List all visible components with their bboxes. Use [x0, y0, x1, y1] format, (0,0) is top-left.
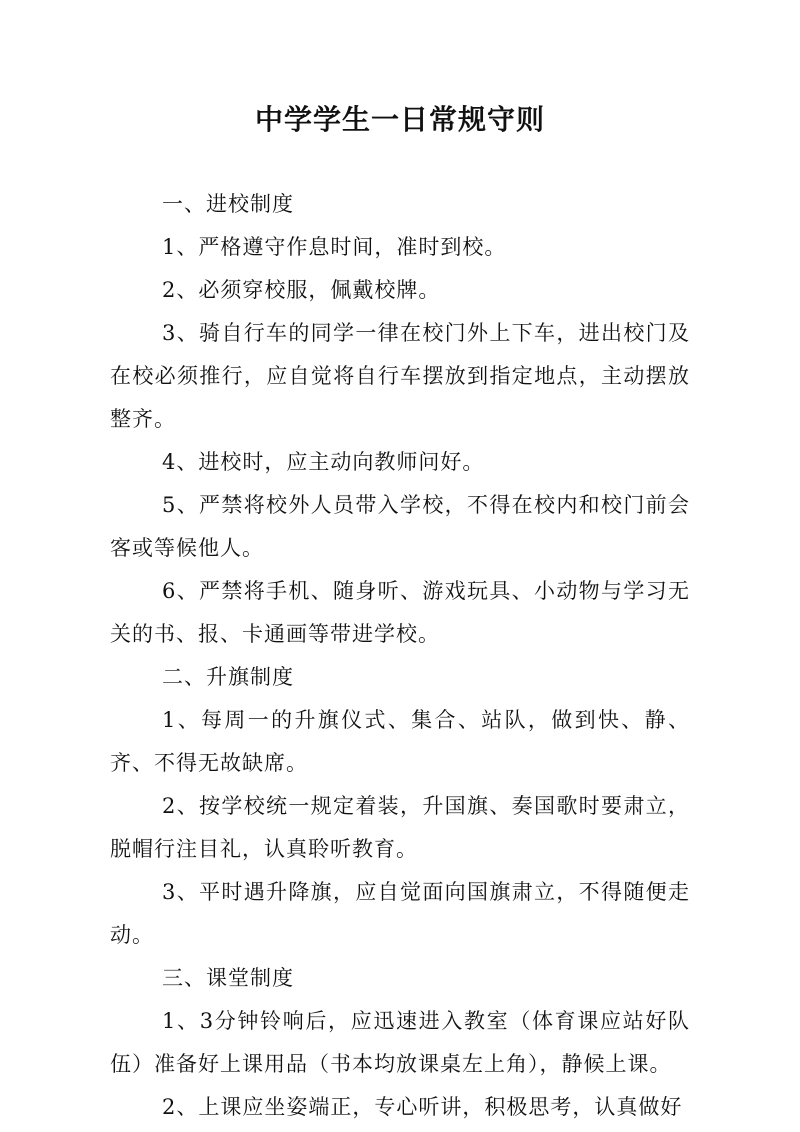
document-body	[110, 183, 690, 1129]
paragraph: 6、严禁将手机、随身听、游戏玩具、小动物与学习无关的书、报、卡通画等带进学校。	[110, 579, 690, 646]
paragraph: 3、骑自行车的同学一律在校门外上下车，进出校门及在校必须推行，应自觉将自行车摆放到指定地点，主动摆放整齐。	[110, 321, 690, 431]
paragraph: 1、3分钟铃响后，应迅速进入教室（体育课应站好队伍）准备好上课用品（书本均放课桌左上角），静候上课。	[110, 1009, 690, 1076]
paragraph: 2、上课应坐姿端正，专心听讲，积极思考，认真做好	[162, 1095, 683, 1119]
document-title: 中学学生一日常规守则	[254, 103, 545, 136]
paragraph: 1、每周一的升旗仪式、集合、站队，做到快、静、齐、不得无故缺席。	[110, 708, 690, 775]
paragraph: 2、必须穿校服，佩戴校牌。	[162, 278, 441, 302]
paragraph: 1、严格遵守作息时间，准时到校。	[162, 235, 507, 259]
section-heading-classroom: 三、课堂制度	[162, 966, 294, 990]
paragraph: 2、按学校统一规定着装，升国旗、奏国歌时要肃立，脱帽行注目礼，认真聆听教育。	[110, 794, 690, 861]
paragraph: 3、平时遇升降旗，应自觉面向国旗肃立，不得随便走动。	[110, 880, 690, 947]
section-heading-flag: 二、升旗制度	[162, 665, 294, 689]
paragraph: 4、进校时，应主动向教师问好。	[162, 450, 485, 474]
paragraph: 5、严禁将校外人员带入学校，不得在校内和校门前会客或等候他人。	[110, 493, 690, 560]
section-heading-entry: 一、进校制度	[162, 192, 294, 216]
